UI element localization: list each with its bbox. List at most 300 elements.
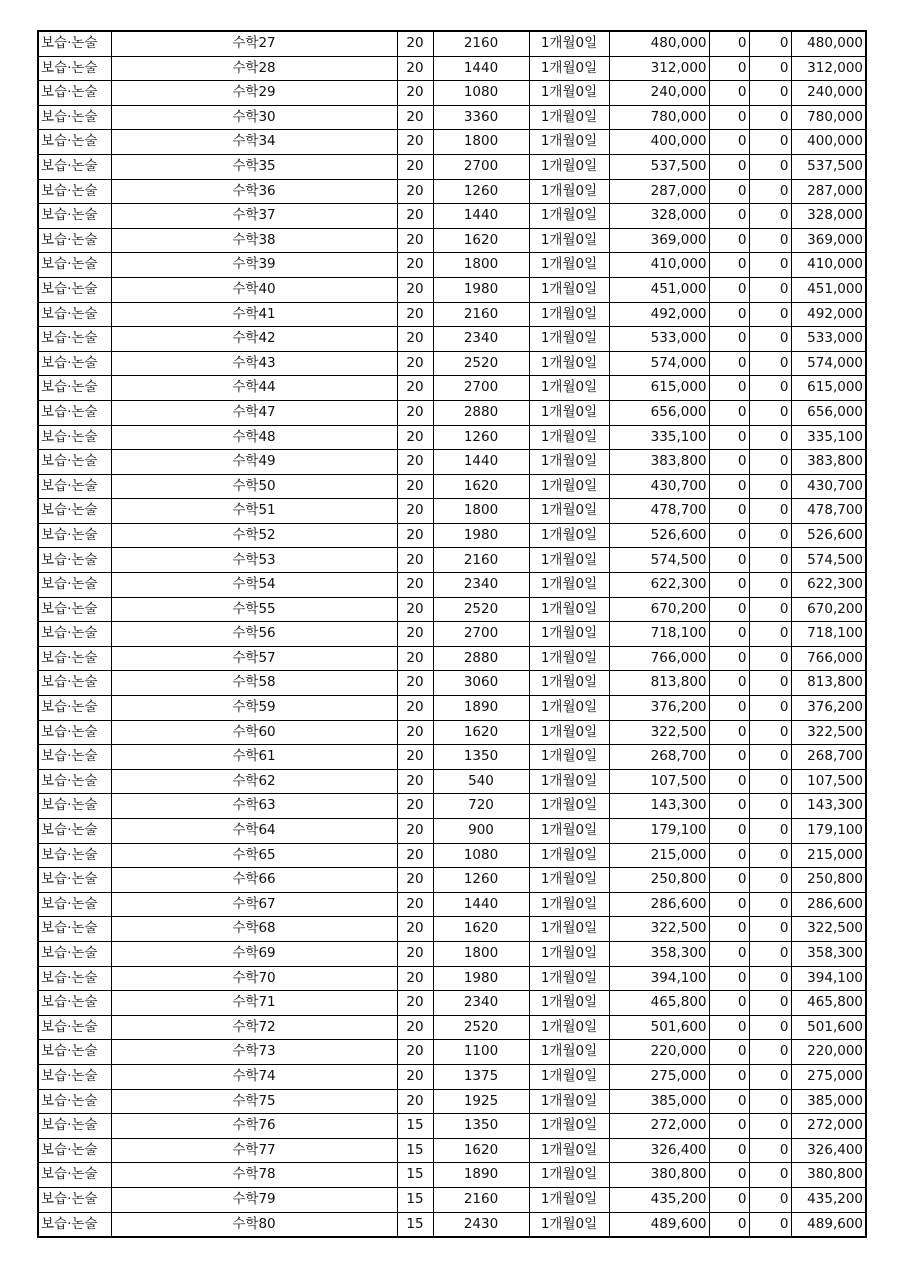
total-minutes-cell: 1800	[433, 941, 529, 966]
table-row	[38, 1138, 866, 1163]
course-name-cell: 수학66	[111, 868, 397, 893]
total-fee-cell: 376,200	[791, 696, 866, 721]
period-cell: 1개월0일	[529, 941, 609, 966]
category-cell: 보습·논술	[38, 1187, 111, 1212]
course-name-cell: 수학30	[111, 105, 397, 130]
extra-fee-2-cell: 0	[749, 56, 791, 81]
period-cell: 1개월0일	[529, 1138, 609, 1163]
weekly-hours-cell: 20	[397, 573, 433, 598]
weekly-hours-cell: 20	[397, 474, 433, 499]
weekly-hours-cell: 20	[397, 376, 433, 401]
tuition-fee-cell: 107,500	[609, 769, 709, 794]
tuition-fee-cell: 322,500	[609, 917, 709, 942]
category-cell: 보습·논술	[38, 154, 111, 179]
total-minutes-cell: 2520	[433, 351, 529, 376]
tuition-fee-cell: 400,000	[609, 130, 709, 155]
total-minutes-cell: 1080	[433, 843, 529, 868]
course-name-cell: 수학53	[111, 548, 397, 573]
total-fee-cell: 369,000	[791, 228, 866, 253]
course-name-cell: 수학54	[111, 573, 397, 598]
weekly-hours-cell: 20	[397, 597, 433, 622]
extra-fee-1-cell: 0	[709, 1064, 749, 1089]
period-cell: 1개월0일	[529, 1089, 609, 1114]
weekly-hours-cell: 20	[397, 696, 433, 721]
total-minutes-cell: 2700	[433, 622, 529, 647]
total-fee-cell: 574,000	[791, 351, 866, 376]
total-minutes-cell: 1620	[433, 1138, 529, 1163]
period-cell: 1개월0일	[529, 646, 609, 671]
tuition-fee-cell: 615,000	[609, 376, 709, 401]
period-cell: 1개월0일	[529, 1212, 609, 1237]
category-cell: 보습·논술	[38, 966, 111, 991]
extra-fee-2-cell: 0	[749, 351, 791, 376]
period-cell: 1개월0일	[529, 523, 609, 548]
course-name-cell: 수학64	[111, 819, 397, 844]
total-fee-cell: 813,800	[791, 671, 866, 696]
extra-fee-1-cell: 0	[709, 1040, 749, 1065]
period-cell: 1개월0일	[529, 1187, 609, 1212]
total-minutes-cell: 2340	[433, 991, 529, 1016]
category-cell: 보습·논술	[38, 425, 111, 450]
table-row	[38, 720, 866, 745]
total-minutes-cell: 1620	[433, 474, 529, 499]
extra-fee-1-cell: 0	[709, 81, 749, 106]
total-minutes-cell: 720	[433, 794, 529, 819]
tuition-fee-cell: 369,000	[609, 228, 709, 253]
tuition-fee-cell: 250,800	[609, 868, 709, 893]
extra-fee-1-cell: 0	[709, 376, 749, 401]
fee-table	[37, 30, 867, 1238]
total-minutes-cell: 2520	[433, 1015, 529, 1040]
extra-fee-1-cell: 0	[709, 622, 749, 647]
total-minutes-cell: 1980	[433, 277, 529, 302]
total-fee-cell: 478,700	[791, 499, 866, 524]
tuition-fee-cell: 385,000	[609, 1089, 709, 1114]
tuition-fee-cell: 451,000	[609, 277, 709, 302]
total-fee-cell: 394,100	[791, 966, 866, 991]
tuition-fee-cell: 489,600	[609, 1212, 709, 1237]
total-minutes-cell: 2160	[433, 1187, 529, 1212]
course-name-cell: 수학40	[111, 277, 397, 302]
extra-fee-2-cell: 0	[749, 523, 791, 548]
tuition-fee-cell: 574,000	[609, 351, 709, 376]
tuition-fee-cell: 670,200	[609, 597, 709, 622]
tuition-fee-cell: 179,100	[609, 819, 709, 844]
extra-fee-2-cell: 0	[749, 204, 791, 229]
table-row	[38, 1212, 866, 1237]
extra-fee-2-cell: 0	[749, 548, 791, 573]
extra-fee-2-cell: 0	[749, 573, 791, 598]
extra-fee-2-cell: 0	[749, 1114, 791, 1139]
total-minutes-cell: 1980	[433, 966, 529, 991]
period-cell: 1개월0일	[529, 474, 609, 499]
period-cell: 1개월0일	[529, 400, 609, 425]
category-cell: 보습·논술	[38, 769, 111, 794]
total-fee-cell: 526,600	[791, 523, 866, 548]
total-fee-cell: 275,000	[791, 1064, 866, 1089]
period-cell: 1개월0일	[529, 696, 609, 721]
total-fee-cell: 385,000	[791, 1089, 866, 1114]
period-cell: 1개월0일	[529, 179, 609, 204]
extra-fee-1-cell: 0	[709, 991, 749, 1016]
table-row	[38, 105, 866, 130]
total-fee-cell: 220,000	[791, 1040, 866, 1065]
total-minutes-cell: 3060	[433, 671, 529, 696]
extra-fee-2-cell: 0	[749, 179, 791, 204]
total-minutes-cell: 3360	[433, 105, 529, 130]
period-cell: 1개월0일	[529, 671, 609, 696]
table-row	[38, 548, 866, 573]
extra-fee-2-cell: 0	[749, 696, 791, 721]
course-name-cell: 수학35	[111, 154, 397, 179]
table-row	[38, 130, 866, 155]
extra-fee-1-cell: 0	[709, 671, 749, 696]
weekly-hours-cell: 20	[397, 1089, 433, 1114]
total-fee-cell: 326,400	[791, 1138, 866, 1163]
period-cell: 1개월0일	[529, 31, 609, 56]
extra-fee-1-cell: 0	[709, 843, 749, 868]
period-cell: 1개월0일	[529, 597, 609, 622]
total-minutes-cell: 2160	[433, 548, 529, 573]
period-cell: 1개월0일	[529, 105, 609, 130]
extra-fee-1-cell: 0	[709, 523, 749, 548]
extra-fee-2-cell: 0	[749, 745, 791, 770]
extra-fee-1-cell: 0	[709, 499, 749, 524]
weekly-hours-cell: 15	[397, 1138, 433, 1163]
category-cell: 보습·논술	[38, 327, 111, 352]
table-row	[38, 696, 866, 721]
total-fee-cell: 615,000	[791, 376, 866, 401]
course-name-cell: 수학36	[111, 179, 397, 204]
table-row	[38, 474, 866, 499]
total-minutes-cell: 900	[433, 819, 529, 844]
total-minutes-cell: 1925	[433, 1089, 529, 1114]
extra-fee-2-cell: 0	[749, 277, 791, 302]
category-cell: 보습·논술	[38, 671, 111, 696]
extra-fee-2-cell: 0	[749, 819, 791, 844]
course-name-cell: 수학52	[111, 523, 397, 548]
extra-fee-2-cell: 0	[749, 892, 791, 917]
table-row	[38, 31, 866, 56]
category-cell: 보습·논술	[38, 253, 111, 278]
total-fee-cell: 383,800	[791, 450, 866, 475]
course-name-cell: 수학57	[111, 646, 397, 671]
table-row	[38, 56, 866, 81]
extra-fee-1-cell: 0	[709, 228, 749, 253]
extra-fee-1-cell: 0	[709, 794, 749, 819]
period-cell: 1개월0일	[529, 1064, 609, 1089]
total-fee-cell: 268,700	[791, 745, 866, 770]
weekly-hours-cell: 20	[397, 253, 433, 278]
weekly-hours-cell: 20	[397, 400, 433, 425]
total-fee-cell: 622,300	[791, 573, 866, 598]
period-cell: 1개월0일	[529, 130, 609, 155]
tuition-fee-cell: 376,200	[609, 696, 709, 721]
total-minutes-cell: 540	[433, 769, 529, 794]
table-row	[38, 917, 866, 942]
total-minutes-cell: 1800	[433, 253, 529, 278]
table-row	[38, 843, 866, 868]
total-fee-cell: 335,100	[791, 425, 866, 450]
table-row	[38, 573, 866, 598]
period-cell: 1개월0일	[529, 1163, 609, 1188]
extra-fee-1-cell: 0	[709, 769, 749, 794]
period-cell: 1개월0일	[529, 548, 609, 573]
table-row	[38, 376, 866, 401]
tuition-fee-cell: 328,000	[609, 204, 709, 229]
weekly-hours-cell: 20	[397, 450, 433, 475]
table-row	[38, 966, 866, 991]
course-name-cell: 수학70	[111, 966, 397, 991]
total-minutes-cell: 1260	[433, 425, 529, 450]
extra-fee-2-cell: 0	[749, 1064, 791, 1089]
course-name-cell: 수학49	[111, 450, 397, 475]
table-row	[38, 81, 866, 106]
extra-fee-1-cell: 0	[709, 1138, 749, 1163]
category-cell: 보습·논술	[38, 31, 111, 56]
course-name-cell: 수학47	[111, 400, 397, 425]
extra-fee-1-cell: 0	[709, 573, 749, 598]
category-cell: 보습·논술	[38, 868, 111, 893]
table-row	[38, 671, 866, 696]
period-cell: 1개월0일	[529, 819, 609, 844]
tuition-fee-cell: 240,000	[609, 81, 709, 106]
tuition-fee-cell: 326,400	[609, 1138, 709, 1163]
weekly-hours-cell: 20	[397, 499, 433, 524]
course-name-cell: 수학44	[111, 376, 397, 401]
weekly-hours-cell: 20	[397, 646, 433, 671]
extra-fee-1-cell: 0	[709, 646, 749, 671]
extra-fee-1-cell: 0	[709, 597, 749, 622]
weekly-hours-cell: 20	[397, 966, 433, 991]
extra-fee-2-cell: 0	[749, 991, 791, 1016]
course-name-cell: 수학67	[111, 892, 397, 917]
tuition-fee-cell: 275,000	[609, 1064, 709, 1089]
total-minutes-cell: 1980	[433, 523, 529, 548]
period-cell: 1개월0일	[529, 253, 609, 278]
table-row	[38, 400, 866, 425]
weekly-hours-cell: 20	[397, 1015, 433, 1040]
course-name-cell: 수학63	[111, 794, 397, 819]
extra-fee-2-cell: 0	[749, 868, 791, 893]
tuition-fee-cell: 465,800	[609, 991, 709, 1016]
extra-fee-2-cell: 0	[749, 794, 791, 819]
extra-fee-2-cell: 0	[749, 671, 791, 696]
table-row	[38, 769, 866, 794]
extra-fee-1-cell: 0	[709, 56, 749, 81]
total-fee-cell: 328,000	[791, 204, 866, 229]
total-minutes-cell: 1260	[433, 179, 529, 204]
course-name-cell: 수학74	[111, 1064, 397, 1089]
total-fee-cell: 501,600	[791, 1015, 866, 1040]
category-cell: 보습·논술	[38, 696, 111, 721]
category-cell: 보습·논술	[38, 622, 111, 647]
total-fee-cell: 574,500	[791, 548, 866, 573]
total-minutes-cell: 2160	[433, 31, 529, 56]
total-minutes-cell: 2430	[433, 1212, 529, 1237]
total-fee-cell: 489,600	[791, 1212, 866, 1237]
total-fee-cell: 287,000	[791, 179, 866, 204]
weekly-hours-cell: 20	[397, 56, 433, 81]
table-row	[38, 1187, 866, 1212]
extra-fee-2-cell: 0	[749, 1212, 791, 1237]
tuition-fee-cell: 537,500	[609, 154, 709, 179]
category-cell: 보습·논술	[38, 1138, 111, 1163]
table-row	[38, 1089, 866, 1114]
course-name-cell: 수학62	[111, 769, 397, 794]
total-fee-cell: 240,000	[791, 81, 866, 106]
course-name-cell: 수학77	[111, 1138, 397, 1163]
tuition-fee-cell: 430,700	[609, 474, 709, 499]
category-cell: 보습·논술	[38, 794, 111, 819]
category-cell: 보습·논술	[38, 1163, 111, 1188]
total-minutes-cell: 2520	[433, 597, 529, 622]
course-name-cell: 수학39	[111, 253, 397, 278]
period-cell: 1개월0일	[529, 794, 609, 819]
tuition-fee-cell: 478,700	[609, 499, 709, 524]
category-cell: 보습·논술	[38, 376, 111, 401]
total-fee-cell: 380,800	[791, 1163, 866, 1188]
tuition-fee-cell: 780,000	[609, 105, 709, 130]
extra-fee-1-cell: 0	[709, 941, 749, 966]
period-cell: 1개월0일	[529, 1114, 609, 1139]
total-minutes-cell: 2340	[433, 327, 529, 352]
course-name-cell: 수학68	[111, 917, 397, 942]
tuition-fee-cell: 492,000	[609, 302, 709, 327]
extra-fee-2-cell: 0	[749, 941, 791, 966]
weekly-hours-cell: 20	[397, 31, 433, 56]
table-row	[38, 351, 866, 376]
total-minutes-cell: 1800	[433, 499, 529, 524]
category-cell: 보습·논술	[38, 720, 111, 745]
total-minutes-cell: 2880	[433, 646, 529, 671]
total-minutes-cell: 2880	[433, 400, 529, 425]
tuition-fee-cell: 480,000	[609, 31, 709, 56]
weekly-hours-cell: 20	[397, 105, 433, 130]
tuition-fee-cell: 143,300	[609, 794, 709, 819]
category-cell: 보습·논술	[38, 991, 111, 1016]
extra-fee-2-cell: 0	[749, 1040, 791, 1065]
course-name-cell: 수학41	[111, 302, 397, 327]
weekly-hours-cell: 15	[397, 1212, 433, 1237]
period-cell: 1개월0일	[529, 622, 609, 647]
table-row	[38, 1040, 866, 1065]
tuition-fee-cell: 322,500	[609, 720, 709, 745]
category-cell: 보습·논술	[38, 400, 111, 425]
weekly-hours-cell: 20	[397, 228, 433, 253]
total-fee-cell: 465,800	[791, 991, 866, 1016]
category-cell: 보습·논술	[38, 1015, 111, 1040]
extra-fee-2-cell: 0	[749, 966, 791, 991]
table-row	[38, 1015, 866, 1040]
category-cell: 보습·논술	[38, 179, 111, 204]
course-name-cell: 수학56	[111, 622, 397, 647]
category-cell: 보습·논술	[38, 499, 111, 524]
total-fee-cell: 533,000	[791, 327, 866, 352]
course-name-cell: 수학38	[111, 228, 397, 253]
category-cell: 보습·논술	[38, 204, 111, 229]
course-name-cell: 수학73	[111, 1040, 397, 1065]
category-cell: 보습·논술	[38, 745, 111, 770]
extra-fee-1-cell: 0	[709, 1114, 749, 1139]
total-fee-cell: 358,300	[791, 941, 866, 966]
table-row	[38, 327, 866, 352]
course-name-cell: 수학34	[111, 130, 397, 155]
total-minutes-cell: 1260	[433, 868, 529, 893]
tuition-fee-cell: 526,600	[609, 523, 709, 548]
period-cell: 1개월0일	[529, 892, 609, 917]
period-cell: 1개월0일	[529, 843, 609, 868]
weekly-hours-cell: 20	[397, 991, 433, 1016]
total-minutes-cell: 1100	[433, 1040, 529, 1065]
total-fee-cell: 766,000	[791, 646, 866, 671]
weekly-hours-cell: 20	[397, 843, 433, 868]
total-fee-cell: 215,000	[791, 843, 866, 868]
total-fee-cell: 537,500	[791, 154, 866, 179]
period-cell: 1개월0일	[529, 769, 609, 794]
total-minutes-cell: 1440	[433, 892, 529, 917]
total-minutes-cell: 2340	[433, 573, 529, 598]
extra-fee-1-cell: 0	[709, 1015, 749, 1040]
table-row	[38, 597, 866, 622]
weekly-hours-cell: 20	[397, 892, 433, 917]
tuition-fee-cell: 268,700	[609, 745, 709, 770]
extra-fee-1-cell: 0	[709, 105, 749, 130]
period-cell: 1개월0일	[529, 966, 609, 991]
weekly-hours-cell: 20	[397, 81, 433, 106]
total-fee-cell: 435,200	[791, 1187, 866, 1212]
tuition-fee-cell: 718,100	[609, 622, 709, 647]
category-cell: 보습·논술	[38, 892, 111, 917]
extra-fee-2-cell: 0	[749, 622, 791, 647]
category-cell: 보습·논술	[38, 228, 111, 253]
total-fee-cell: 718,100	[791, 622, 866, 647]
category-cell: 보습·논술	[38, 548, 111, 573]
total-minutes-cell: 1080	[433, 81, 529, 106]
total-fee-cell: 670,200	[791, 597, 866, 622]
weekly-hours-cell: 15	[397, 1187, 433, 1212]
extra-fee-1-cell: 0	[709, 892, 749, 917]
period-cell: 1개월0일	[529, 81, 609, 106]
total-fee-cell: 322,500	[791, 917, 866, 942]
course-name-cell: 수학51	[111, 499, 397, 524]
extra-fee-2-cell: 0	[749, 843, 791, 868]
weekly-hours-cell: 20	[397, 941, 433, 966]
extra-fee-2-cell: 0	[749, 1015, 791, 1040]
extra-fee-2-cell: 0	[749, 154, 791, 179]
total-fee-cell: 480,000	[791, 31, 866, 56]
extra-fee-2-cell: 0	[749, 253, 791, 278]
weekly-hours-cell: 15	[397, 1163, 433, 1188]
category-cell: 보습·논술	[38, 1040, 111, 1065]
extra-fee-1-cell: 0	[709, 253, 749, 278]
extra-fee-2-cell: 0	[749, 130, 791, 155]
category-cell: 보습·논술	[38, 277, 111, 302]
weekly-hours-cell: 20	[397, 302, 433, 327]
category-cell: 보습·논술	[38, 917, 111, 942]
course-name-cell: 수학58	[111, 671, 397, 696]
extra-fee-1-cell: 0	[709, 917, 749, 942]
weekly-hours-cell: 20	[397, 794, 433, 819]
total-fee-cell: 143,300	[791, 794, 866, 819]
extra-fee-2-cell: 0	[749, 646, 791, 671]
tuition-fee-cell: 287,000	[609, 179, 709, 204]
weekly-hours-cell: 20	[397, 917, 433, 942]
total-fee-cell: 400,000	[791, 130, 866, 155]
period-cell: 1개월0일	[529, 154, 609, 179]
extra-fee-2-cell: 0	[749, 769, 791, 794]
extra-fee-2-cell: 0	[749, 302, 791, 327]
